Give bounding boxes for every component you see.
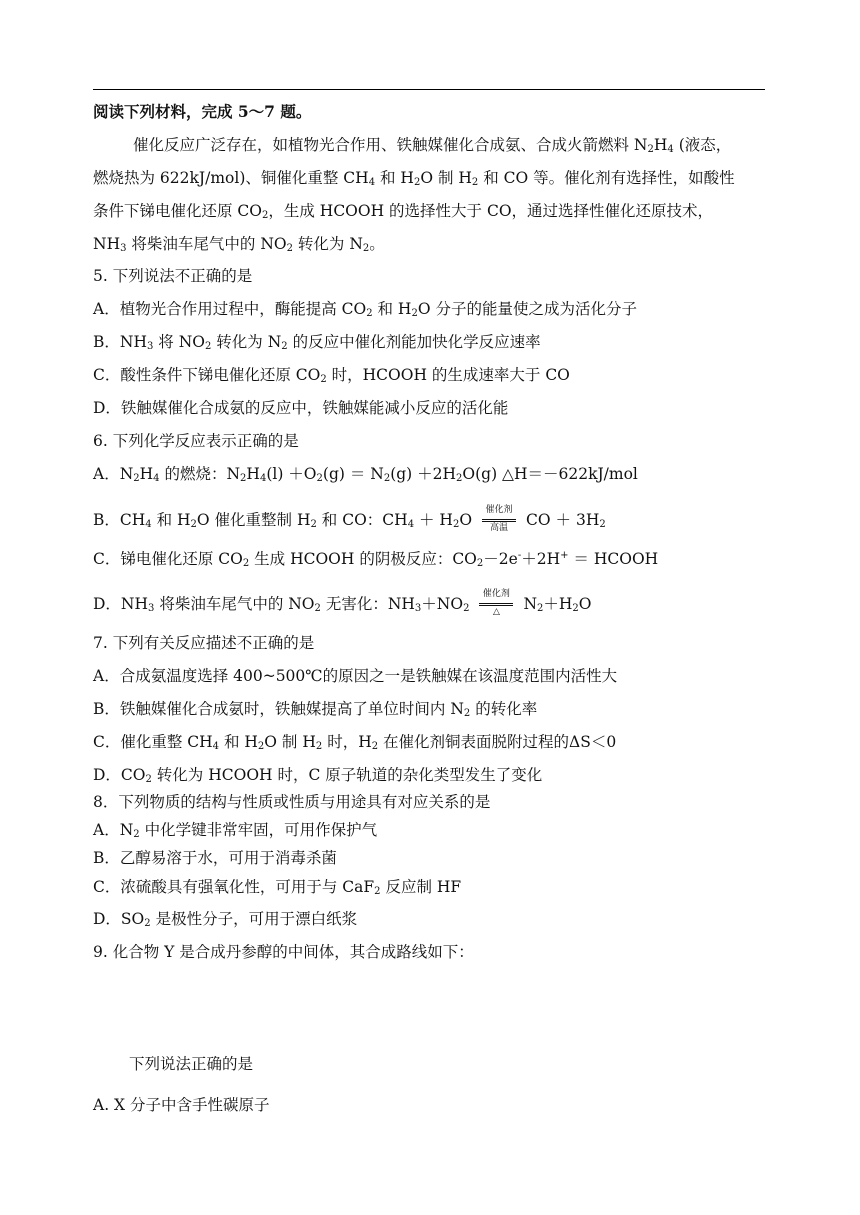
q5-option-c: C．酸性条件下锑电催化还原 $CO_2$ 时，HCOOH 的生成速率大于 CO — [93, 366, 570, 385]
q5-stem: 5. 下列说法不正确的是 — [93, 267, 253, 285]
q8-stem: 8．下列物质的结构与性质或性质与用途具有对应关系的是 — [93, 793, 491, 811]
q6-option-d: D．$NH_3$ 将柴油车尾气中的 $NO_2$ 无害化：$NH_3+NO_2$ 催化剂 △ $N_2+H_2O$ — [93, 589, 592, 617]
passage-line-4: $NH_3$ 将柴油车尾气中的 $NO_2$ 转化为 $N_2$。 — [93, 235, 385, 254]
q5-option-d: D．铁触媒催化合成氨的反应中，铁触媒能减小反应的活化能 — [93, 399, 509, 417]
q6-option-c: C．锑电催化还原 $CO_2$ 生成 HCOOH 的阴极反应：$CO_2-2e^-+2H^+$ ＝ HCOOH — [93, 550, 659, 569]
q8-option-a: A．$N_2$ 中化学键非常牢固，可用作保护气 — [93, 821, 378, 840]
q5-option-b: B．$NH_3$ 将 $NO_2$ 转化为 $N_2$ 的反应中催化剂能加快化学反应速率 — [93, 333, 541, 352]
q5-option-a: A．植物光合作用过程中，酶能提高 $CO_2$ 和 $H_2O$ 分子的能量使之成为活化分子 — [93, 300, 637, 319]
q8-option-c: C．浓硫酸具有强氧化性，可用于与 CaF$_2$ 反应制 HF — [93, 878, 462, 897]
passage-line-3: 条件下锑电催化还原 $CO_2$，生成 HCOOH 的选择性大于 CO，通过选择性催化还原技术， — [93, 202, 714, 221]
q8-option-d: D．$SO_2$ 是极性分子，可用于漂白纸浆 — [93, 910, 358, 929]
q6-option-a: A．$N_2H_4$ 的燃烧：$N_2H_4(l) +O_2(g) = N_2(g) +2H_2O(g)$ △H＝－622kJ/mol — [93, 465, 638, 484]
passage-line-2: 燃烧热为 622kJ/mol)、铜催化重整 $CH_4$ 和 $H_2O$ 制 $H_2$ 和 CO 等。催化剂有选择性，如酸性 — [93, 169, 735, 188]
reaction-condition-arrow: 催化剂 △ — [475, 590, 517, 618]
q9-stem: 9. 化合物 Y 是合成丹参醇的中间体，其合成路线如下： — [93, 943, 474, 961]
passage-line-1: 催化反应广泛存在，如植物光合作用、铁触媒催化合成氨、合成火箭燃料 $N_2H_4$ (液态， — [133, 136, 732, 155]
q9-option-a: A. X 分子中含手性碳原子 — [93, 1096, 270, 1114]
q7-stem: 7. 下列有关反应描述不正确的是 — [93, 634, 315, 652]
q7-option-a: A．合成氨温度选择 400~500℃的原因之一是铁触媒在该温度范围内活性大 — [93, 667, 618, 685]
header-rule — [93, 89, 765, 90]
q7-option-d: D．$CO_2$ 转化为 HCOOH 时，C 原子轨道的杂化类型发生了变化 — [93, 766, 543, 785]
reaction-condition-arrow: 催化剂 高温 — [478, 506, 520, 534]
q6-option-b: B．$CH_4$ 和 $H_2O$ 催化重整制 $H_2$ 和 CO：$CH_4 + H_2O$ 催化剂 高温 CO ＋ $3H_2$ — [93, 505, 606, 533]
q8-option-b: B．乙醇易溶于水，可用于消毒杀菌 — [93, 849, 337, 867]
q6-stem: 6. 下列化学反应表示正确的是 — [93, 432, 299, 450]
q7-option-c: C．催化重整 $CH_4$ 和 $H_2O$ 制 $H_2$ 时，$H_2$ 在催化剂铜表面脱附过程的ΔS＜0 — [93, 733, 617, 752]
q7-option-b: B．铁触媒催化合成氨时，铁触媒提高了单位时间内 $N_2$ 的转化率 — [93, 700, 538, 719]
reading-instruction: 阅读下列材料，完成 5～7 题。 — [93, 102, 312, 121]
q9-sub-stem: 下列说法正确的是 — [129, 1055, 254, 1073]
